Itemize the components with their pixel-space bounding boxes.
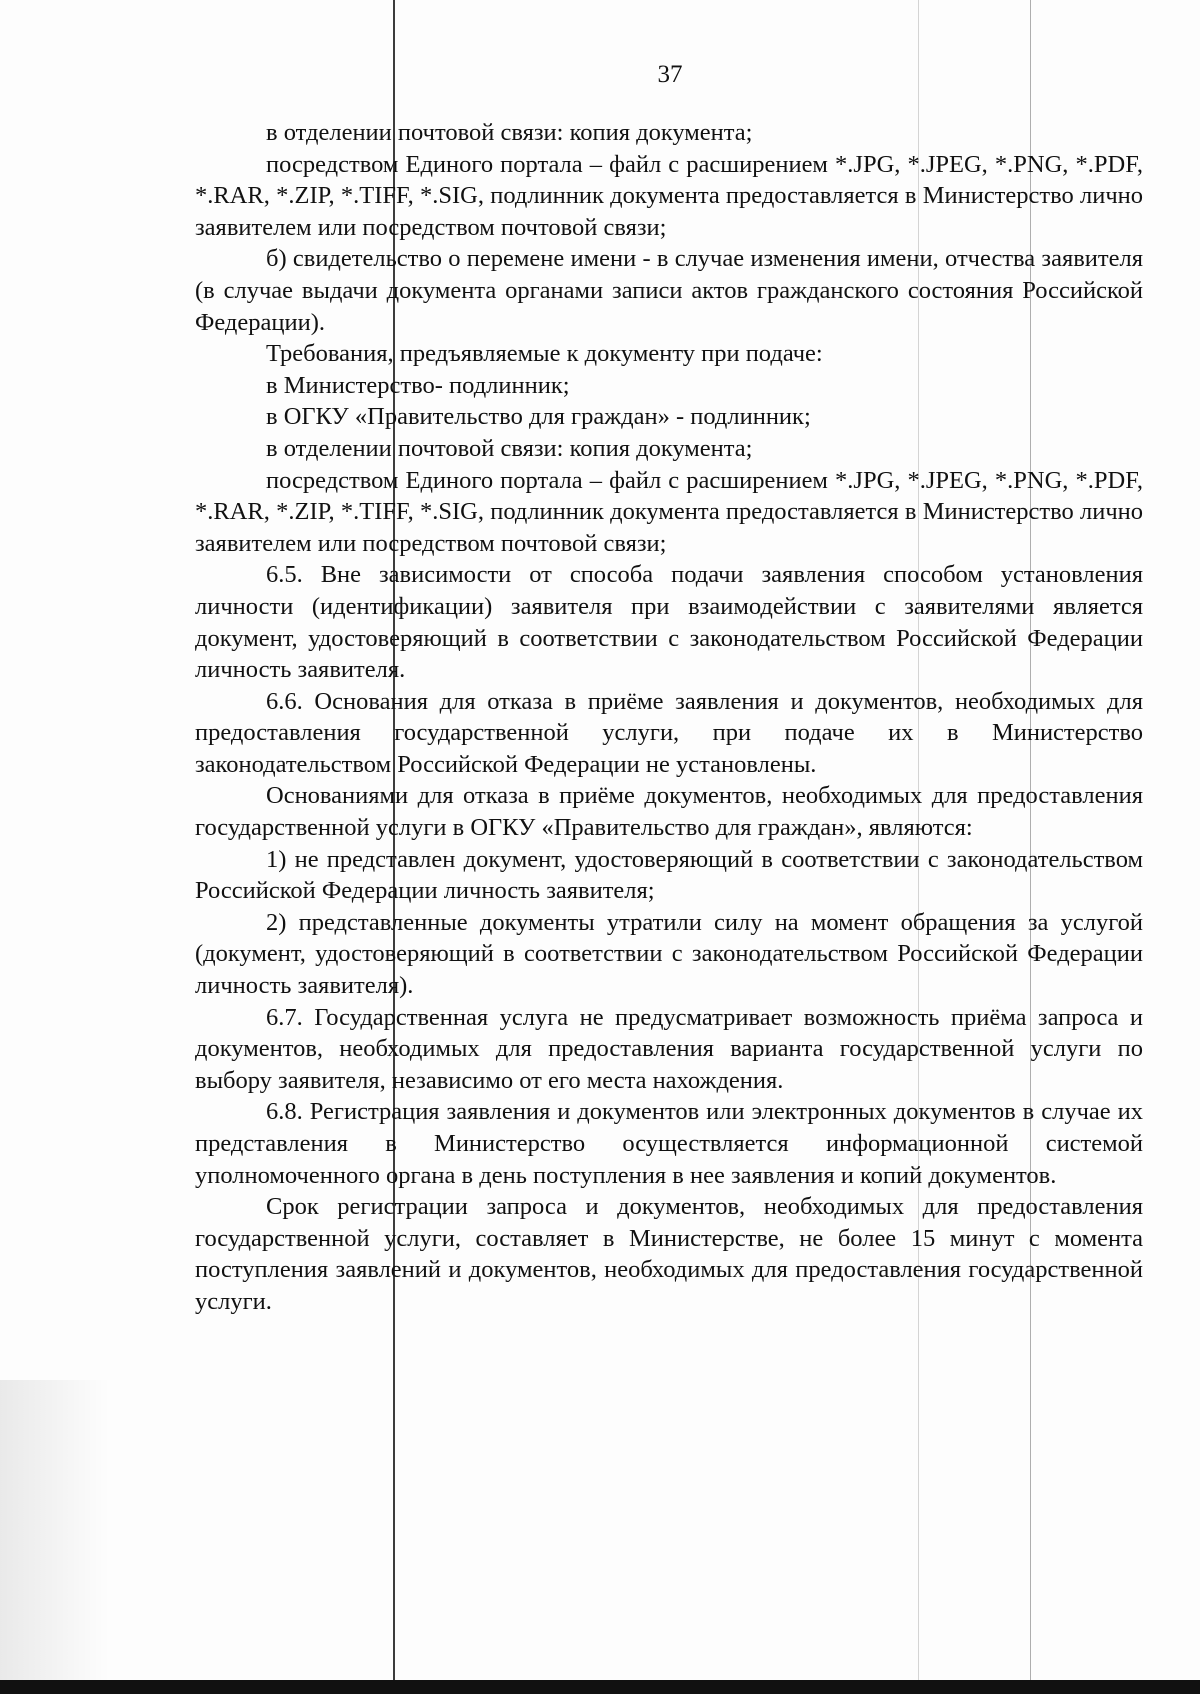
paragraph: 6.5. Вне зависимости от способа подачи заявления способом установления личности (идентификации) заявителя при взаимодействии с заявителями является документ, удостоверяющий в соответствии с законодательством Российской Федерации личность заявителя. — [195, 561, 1143, 684]
paragraph: 6.6. Основания для отказа в приёме заявления и документов, необходимых для предоставления государственной услуги, при подаче их в Министерство законодательством Российской Федерации не установлены. — [195, 687, 1143, 778]
paragraph: 6.8. Регистрация заявления и документов или электронных документов в случае их представления в Министерство осуществляется информационной системой уполномоченного органа в день поступления в нее заявления и копий документов. — [195, 1098, 1143, 1189]
document-body — [195, 117, 1143, 1318]
scan-shadow — [0, 1380, 110, 1680]
paragraph: 2) представленные документы утратили силу на момент обращения за услугой (документ, удостоверяющий в соответствии с законодательством Российской Федерации личность заявителя). — [195, 908, 1143, 1000]
scan-bottom-border — [0, 1680, 1200, 1694]
paragraph: 6.7. Государственная услуга не предусматривает возможность приёма запроса и документов, необходимых для предоставления варианта государственной услуги по выбору заявителя, независимо от его места нахождения. — [195, 1003, 1143, 1094]
paragraph: Требования, предъявляемые к документу при подаче: — [266, 340, 823, 368]
paragraph: в отделении почтовой связи: копия документа; — [266, 434, 753, 462]
paragraph: посредством Единого портала – файл с расширением *.JPG, *.JPEG, *.PNG, *.PDF, *.RAR, *.ZIP, *.TIFF, *.SIG, подлинник документа предоставляется в Министерство лично заявителем или посредством почтовой связи; — [195, 466, 1143, 557]
paragraph: в ОГКУ «Правительство для граждан» - подлинник; — [266, 403, 811, 431]
paragraph: в Министерство- подлинник; — [266, 371, 570, 399]
paragraph: в отделении почтовой связи: копия документа; — [266, 119, 753, 146]
page-number: 37 — [657, 61, 683, 88]
paragraph: 1) не представлен документ, удостоверяющий в соответствии с законодательством Российской Федерации личность заявителя; — [195, 845, 1143, 905]
paragraph: посредством Единого портала – файл с расширением *.JPG, *.JPEG, *.PNG, *.PDF, *.RAR, *.ZIP, *.TIFF, *.SIG, подлинник документа предоставляется в Министерство лично заявителем или посредством почтовой связи; — [195, 150, 1143, 241]
paragraph: б) свидетельство о перемене имени - в случае изменения имени, отчества заявителя (в случае выдачи документа органами записи актов гражданского состояния Российской Федерации). — [195, 245, 1143, 336]
paragraph: Основаниями для отказа в приёме документов, необходимых для предоставления государственной услуги в ОГКУ «Правительство для граждан», являются: — [195, 782, 1143, 842]
paragraph: Срок регистрации запроса и документов, необходимых для предоставления государственной услуги, составляет в Министерстве, не более 15 минут с момента поступления заявлений и документов, необходимых для предоставления государственной услуги. — [195, 1193, 1143, 1315]
